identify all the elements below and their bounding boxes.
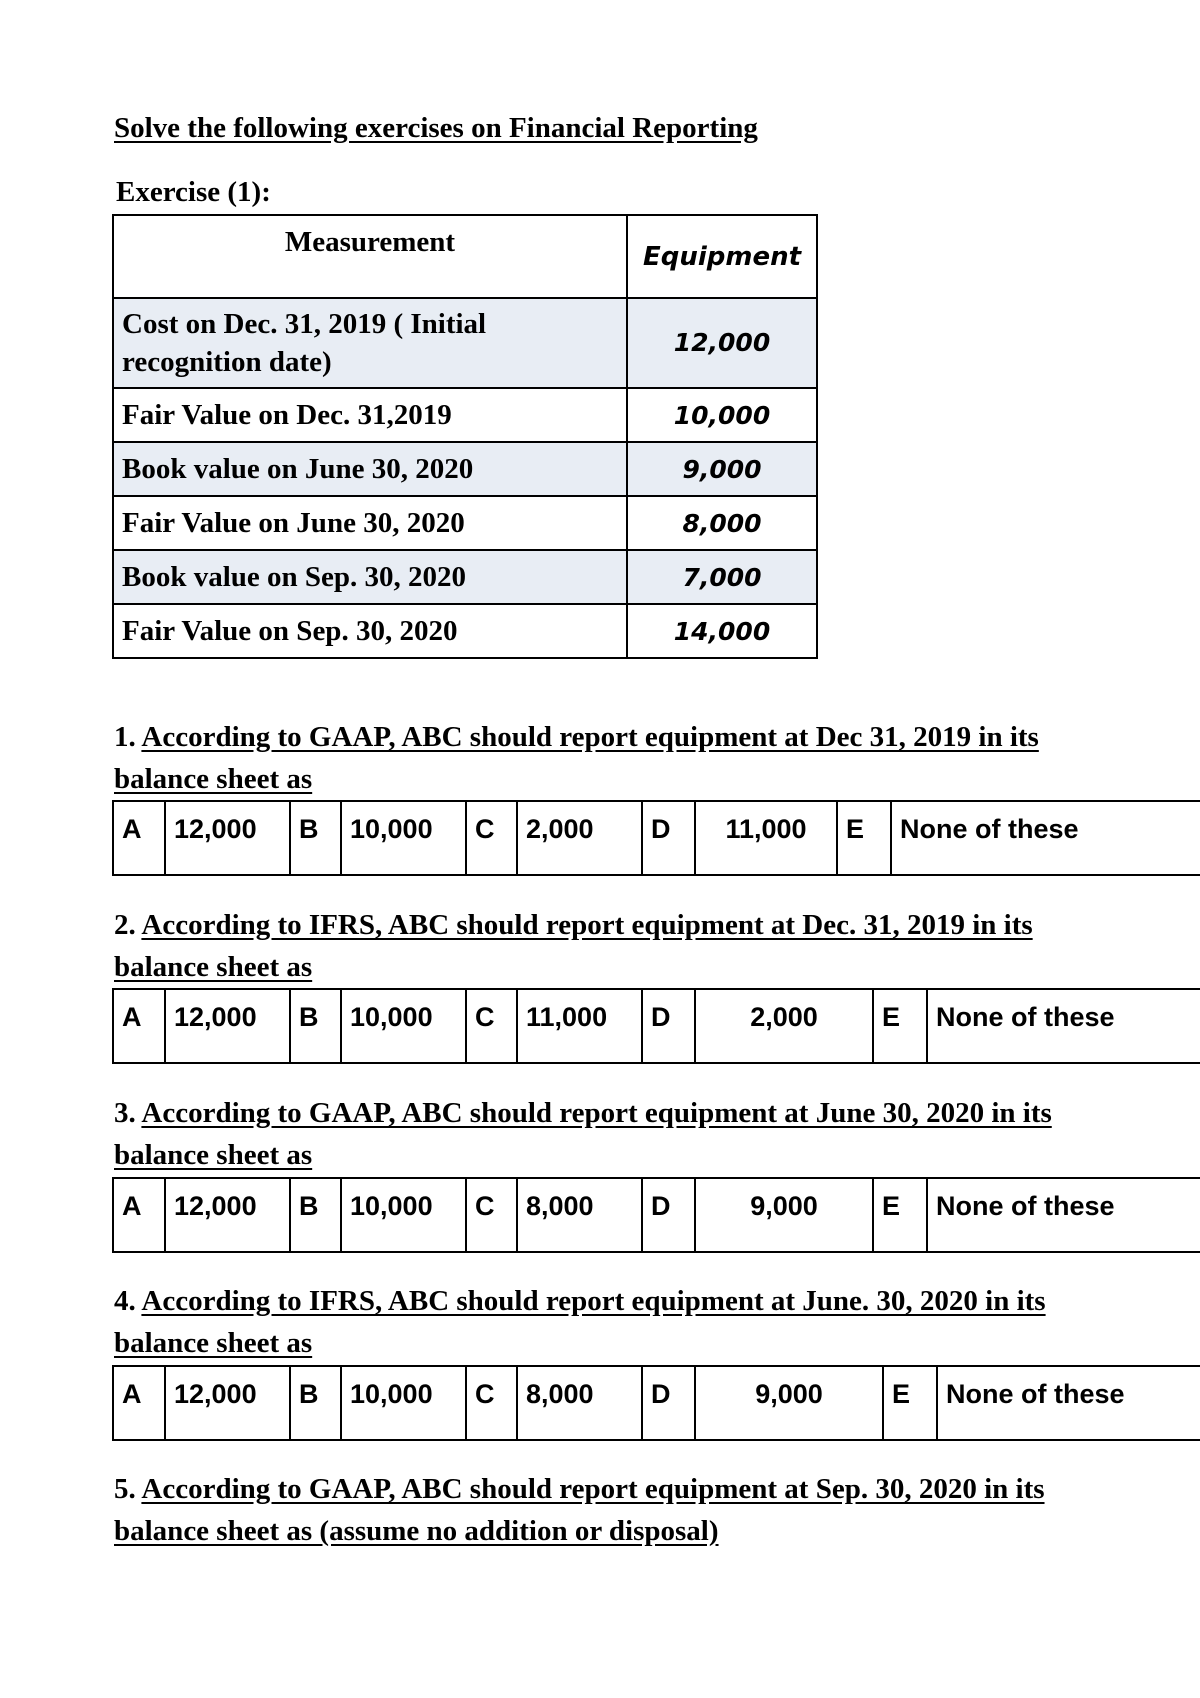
options-row-3 [112,1177,1200,1253]
question-number: 2. [114,909,136,941]
option-letter[interactable]: C [466,989,517,1063]
question-text: According to GAAP, ABC should report equipment at Dec 31, 2019 in its balance sheet as [114,721,1039,795]
row-label: Fair Value on Sep. 30, 2020 [113,604,627,658]
question-text: According to IFRS, ABC should report equipment at Dec. 31, 2019 in its balance sheet as [114,909,1033,983]
question-number: 1. [114,721,136,753]
option-value[interactable]: 2,000 [695,989,873,1063]
options-row-1 [112,800,1200,876]
question-3 [114,1092,1094,1176]
header-equipment: Equipment [627,215,817,298]
option-value[interactable]: 10,000 [341,989,466,1063]
table-row [113,442,817,496]
page-title: Solve the following exercises on Financial Reporting [114,112,758,144]
row-value: 14,000 [627,604,817,658]
option-value[interactable]: 10,000 [341,1178,466,1252]
table-row [113,388,817,442]
row-label: Book value on Sep. 30, 2020 [113,550,627,604]
table-row [113,550,817,604]
option-value[interactable]: 9,000 [695,1366,883,1440]
question-1 [114,716,1094,800]
option-letter[interactable]: D [642,801,695,875]
option-letter[interactable]: D [642,1178,695,1252]
option-letter[interactable]: E [883,1366,937,1440]
option-value[interactable]: 11,000 [517,989,642,1063]
option-letter[interactable]: D [642,989,695,1063]
table-row [113,496,817,550]
option-letter[interactable]: A [113,1366,165,1440]
question-number: 3. [114,1097,136,1129]
option-letter[interactable]: C [466,801,517,875]
option-value[interactable]: None of these [937,1366,1200,1440]
row-value: 7,000 [627,550,817,604]
option-value[interactable]: None of these [927,989,1200,1063]
option-letter[interactable]: E [837,801,891,875]
option-value[interactable]: 12,000 [165,1178,290,1252]
row-value: 12,000 [627,298,817,388]
option-value[interactable]: 9,000 [695,1178,873,1252]
option-letter[interactable]: A [113,989,165,1063]
option-value[interactable]: 8,000 [517,1178,642,1252]
option-value[interactable]: 8,000 [517,1366,642,1440]
option-letter[interactable]: A [113,801,165,875]
option-letter[interactable]: D [642,1366,695,1440]
options-row-4 [112,1365,1200,1441]
row-label: Book value on June 30, 2020 [113,442,627,496]
question-text: According to GAAP, ABC should report equipment at Sep. 30, 2020 in its balance sheet as (assume no addition or disposal) [114,1473,1045,1547]
option-value[interactable]: None of these [891,801,1200,875]
option-value[interactable]: 11,000 [695,801,837,875]
question-4 [114,1280,1094,1364]
option-letter[interactable]: B [290,1366,341,1440]
row-label: Fair Value on June 30, 2020 [113,496,627,550]
option-letter[interactable]: C [466,1178,517,1252]
option-letter[interactable]: B [290,801,341,875]
option-value[interactable]: 10,000 [341,1366,466,1440]
option-letter[interactable]: B [290,989,341,1063]
option-value[interactable]: 12,000 [165,989,290,1063]
option-value[interactable]: 2,000 [517,801,642,875]
option-letter[interactable]: A [113,1178,165,1252]
question-number: 5. [114,1473,136,1505]
question-text: According to IFRS, ABC should report equipment at June. 30, 2020 in its balance sheet as [114,1285,1046,1359]
question-number: 4. [114,1285,136,1317]
option-letter[interactable]: B [290,1178,341,1252]
option-value[interactable]: 12,000 [165,801,290,875]
row-value: 10,000 [627,388,817,442]
question-2 [114,904,1094,988]
exercise-label: Exercise (1): [116,176,271,208]
question-text: According to GAAP, ABC should report equipment at June 30, 2020 in its balance sheet as [114,1097,1052,1171]
question-5 [114,1468,1094,1552]
measurement-table [112,214,818,659]
option-value[interactable]: None of these [927,1178,1200,1252]
row-value: 8,000 [627,496,817,550]
row-label: Cost on Dec. 31, 2019 ( Initial recognition date) [113,298,627,388]
row-value: 9,000 [627,442,817,496]
row-label: Fair Value on Dec. 31,2019 [113,388,627,442]
option-value[interactable]: 10,000 [341,801,466,875]
option-letter[interactable]: E [873,1178,927,1252]
option-value[interactable]: 12,000 [165,1366,290,1440]
header-measurement: Measurement [113,215,627,298]
option-letter[interactable]: E [873,989,927,1063]
option-letter[interactable]: C [466,1366,517,1440]
table-row [113,604,817,658]
options-row-2 [112,988,1200,1064]
table-row [113,298,817,388]
